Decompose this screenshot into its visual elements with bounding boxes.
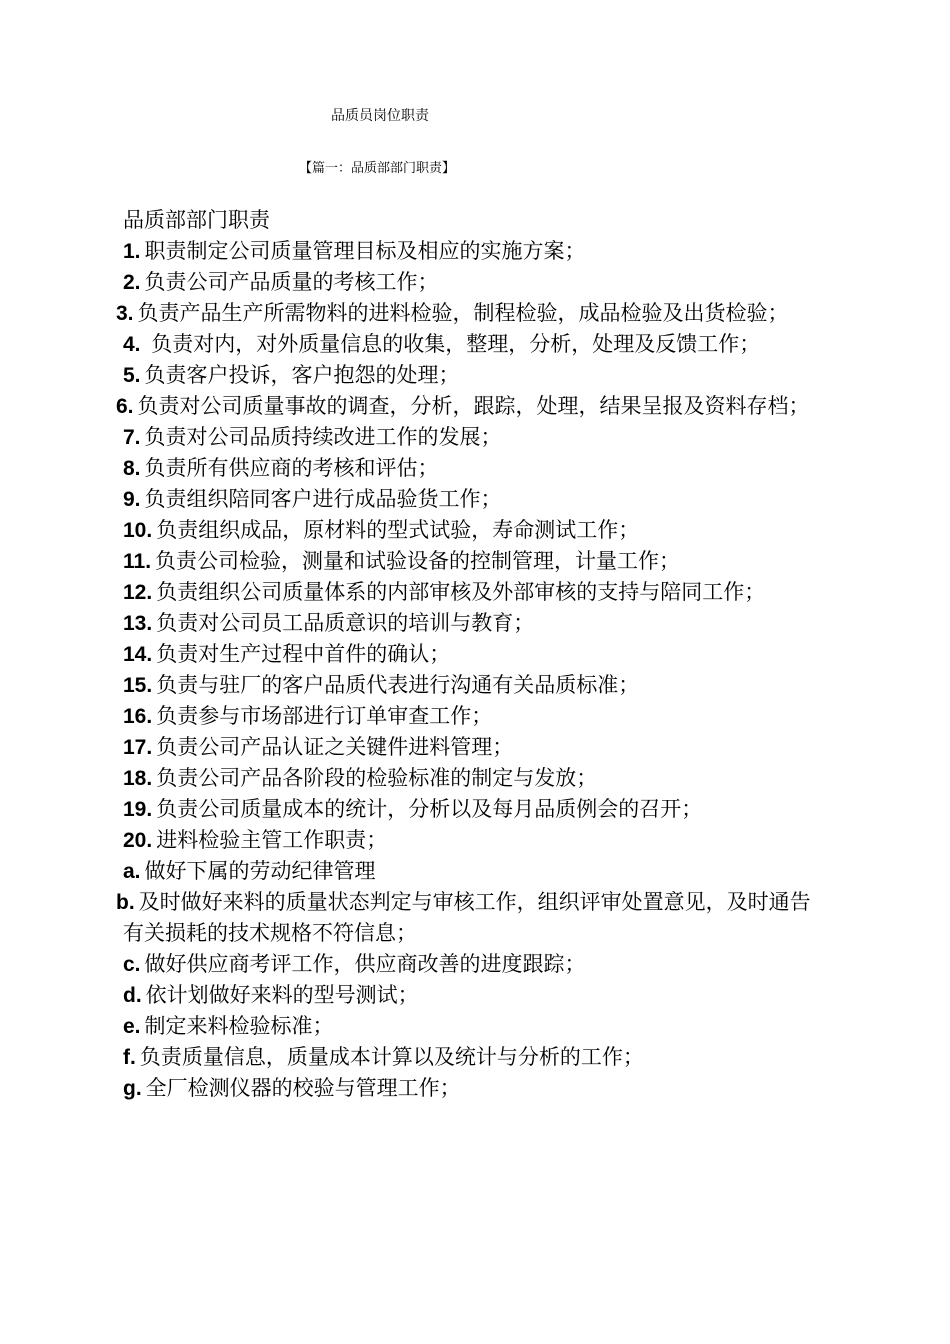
list-item (116, 422, 856, 453)
item-text: 负责对公司质量事故的调查，分析，跟踪，处理，结果呈报及资料存档； (137, 394, 810, 418)
item-text: 负责公司产品质量的考核工作； (144, 270, 439, 294)
item-text: 负责组织成品，原材料的型式试验，寿命测试工作； (156, 518, 640, 542)
item-number: 20. (123, 829, 153, 852)
list-item (116, 1073, 856, 1104)
item-number: 17. (123, 736, 153, 759)
item-number: 18. (123, 767, 153, 790)
list-item (109, 887, 829, 949)
list-item (116, 484, 856, 515)
item-number: 16. (123, 705, 153, 728)
item-text: 做好下属的劳动纪律管理 (144, 859, 376, 883)
item-number: 9. (123, 488, 141, 511)
list-item (116, 732, 856, 763)
list-item (116, 1042, 856, 1073)
item-text: 负责公司产品各阶段的检验标准的制定与发放； (156, 766, 598, 790)
item-text: 职责制定公司质量管理目标及相应的实施方案； (144, 239, 586, 263)
item-number: e. (123, 1015, 141, 1038)
list-item (116, 267, 856, 298)
item-number: 8. (123, 457, 141, 480)
list-item (116, 949, 856, 980)
list-item (116, 329, 856, 360)
item-text: 负责对生产过程中首件的确认； (156, 642, 451, 666)
document-subtitle: 【篇一：品质部部门职责】 (299, 161, 456, 176)
list-item (116, 515, 856, 546)
list-item (116, 856, 856, 887)
item-number: 4. (123, 333, 141, 356)
list-item (109, 298, 829, 329)
list-item (116, 794, 856, 825)
item-text: 负责参与市场部进行订单审查工作； (156, 704, 493, 728)
item-number: 6. (116, 395, 134, 418)
item-number: 3. (116, 302, 134, 325)
item-number: b. (116, 891, 135, 914)
item-number: 14. (123, 643, 153, 666)
item-number: 2. (123, 271, 141, 294)
item-text: 依计划做好来料的型号测试； (145, 983, 419, 1007)
item-text: 全厂检测仪器的校验与管理工作； (145, 1076, 461, 1100)
item-text: 负责组织陪同客户进行成品验货工作； (144, 487, 502, 511)
item-text: 及时做好来料的质量状态判定与审核工作，组织评审处置意见，及时通告有关损耗的技术规格不符信息； (123, 890, 811, 945)
item-text: 负责组织公司质量体系的内部审核及外部审核的支持与陪同工作； (156, 580, 766, 604)
section-heading: 品质部部门职责 (123, 208, 270, 232)
list-item (116, 825, 856, 856)
item-number: 13. (123, 612, 153, 635)
document-body (116, 205, 856, 1104)
item-number: 15. (123, 674, 153, 697)
list-item (116, 701, 856, 732)
item-text: 负责产品生产所需物料的进料检验，制程检验，成品检验及出货检验； (137, 301, 789, 325)
item-number: c. (123, 953, 141, 976)
list-item (116, 1011, 856, 1042)
item-text: 做好供应商考评工作，供应商改善的进度跟踪； (144, 952, 586, 976)
item-text: 制定来料检验标准； (144, 1014, 334, 1038)
list-item (109, 391, 829, 422)
list-item (116, 236, 856, 267)
item-text: 负责对公司品质持续改进工作的发展； (144, 425, 502, 449)
item-number: 12. (123, 581, 153, 604)
item-text: 负责公司质量成本的统计，分析以及每月品质例会的召开； (156, 797, 703, 821)
item-text: 负责对公司员工品质意识的培训与教育； (156, 611, 535, 635)
list-item (116, 360, 856, 391)
item-number: 19. (123, 798, 153, 821)
item-number: 11. (123, 550, 152, 573)
item-number: d. (123, 984, 142, 1007)
item-text: 负责质量信息，质量成本计算以及统计与分析的工作； (139, 1045, 644, 1069)
list-item (116, 639, 856, 670)
item-text: 负责客户投诉，客户抱怨的处理； (144, 363, 460, 387)
document-title: 品质员岗位职责 (331, 108, 429, 124)
item-number: g. (123, 1077, 142, 1100)
item-text: 负责所有供应商的考核和评估； (144, 456, 439, 480)
item-number: 5. (123, 364, 141, 387)
item-number: 7. (123, 426, 141, 449)
list-item (116, 763, 856, 794)
item-number: 10. (123, 519, 153, 542)
item-text: 负责公司检验，测量和试验设备的控制管理，计量工作； (155, 549, 681, 573)
list-item (116, 608, 856, 639)
list-item (116, 577, 856, 608)
list-item (116, 546, 856, 577)
list-item (116, 980, 856, 1011)
item-text: 进料检验主管工作职责； (156, 828, 388, 852)
item-number: f. (123, 1046, 136, 1069)
list-item (116, 453, 856, 484)
item-text: 负责与驻厂的客户品质代表进行沟通有关品质标准； (156, 673, 640, 697)
item-text: 负责对内，对外质量信息的收集，整理，分析，处理及反馈工作； (144, 332, 761, 356)
list-item (116, 670, 856, 701)
item-number: a. (123, 860, 141, 883)
item-text: 负责公司产品认证之关键件进料管理； (156, 735, 514, 759)
item-number: 1. (123, 240, 141, 263)
